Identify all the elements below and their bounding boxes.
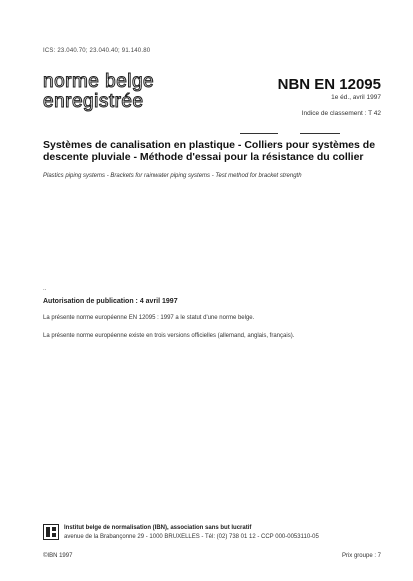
brand-line-2: enregistrée — [43, 91, 144, 112]
ibn-logo-icon — [43, 524, 59, 540]
price-group: Prix groupe : 7 — [341, 553, 381, 559]
classification-index: Indice de classement : T 42 — [301, 110, 381, 117]
ics-code: ICS: 23.040.70; 23.040.40; 91.140.80 — [43, 48, 151, 54]
divider-rule — [300, 133, 340, 134]
document-title-english: Plastics piping systems - Brackets for rainwater piping systems - Test method for bracket strength — [43, 173, 302, 179]
divider-rule — [240, 133, 278, 134]
standard-number: NBN EN 12095 — [277, 76, 381, 93]
publication-authorisation: Autorisation de publication : 4 avril 1997 — [43, 298, 178, 305]
status-paragraph: La présente norme européenne EN 12095 : 1997 a le statut d'une norme belge. — [43, 315, 255, 321]
institute-name: Institut belge de normalisation (IBN), association sans but lucratif — [64, 525, 252, 531]
brand-line-1: norme belge — [43, 71, 155, 92]
copyright: ©IBN 1997 — [43, 553, 73, 559]
edition-date: 1e éd., avril 1997 — [331, 94, 381, 101]
versions-paragraph: La présente norme européenne existe en trois versions officielles (allemand, anglais, français). — [43, 333, 295, 339]
section-mark: .. — [43, 286, 47, 292]
institute-address: avenue de la Brabançonne 29 - 1000 BRUXELLES - Tél: (02) 738 01 12 - CCP 000-0053110-05 — [64, 534, 319, 540]
document-title: Systèmes de canalisation en plastique - Colliers pour systèmes de descente pluviale - Méthode d'essai pour la résistance du collier — [43, 139, 376, 163]
